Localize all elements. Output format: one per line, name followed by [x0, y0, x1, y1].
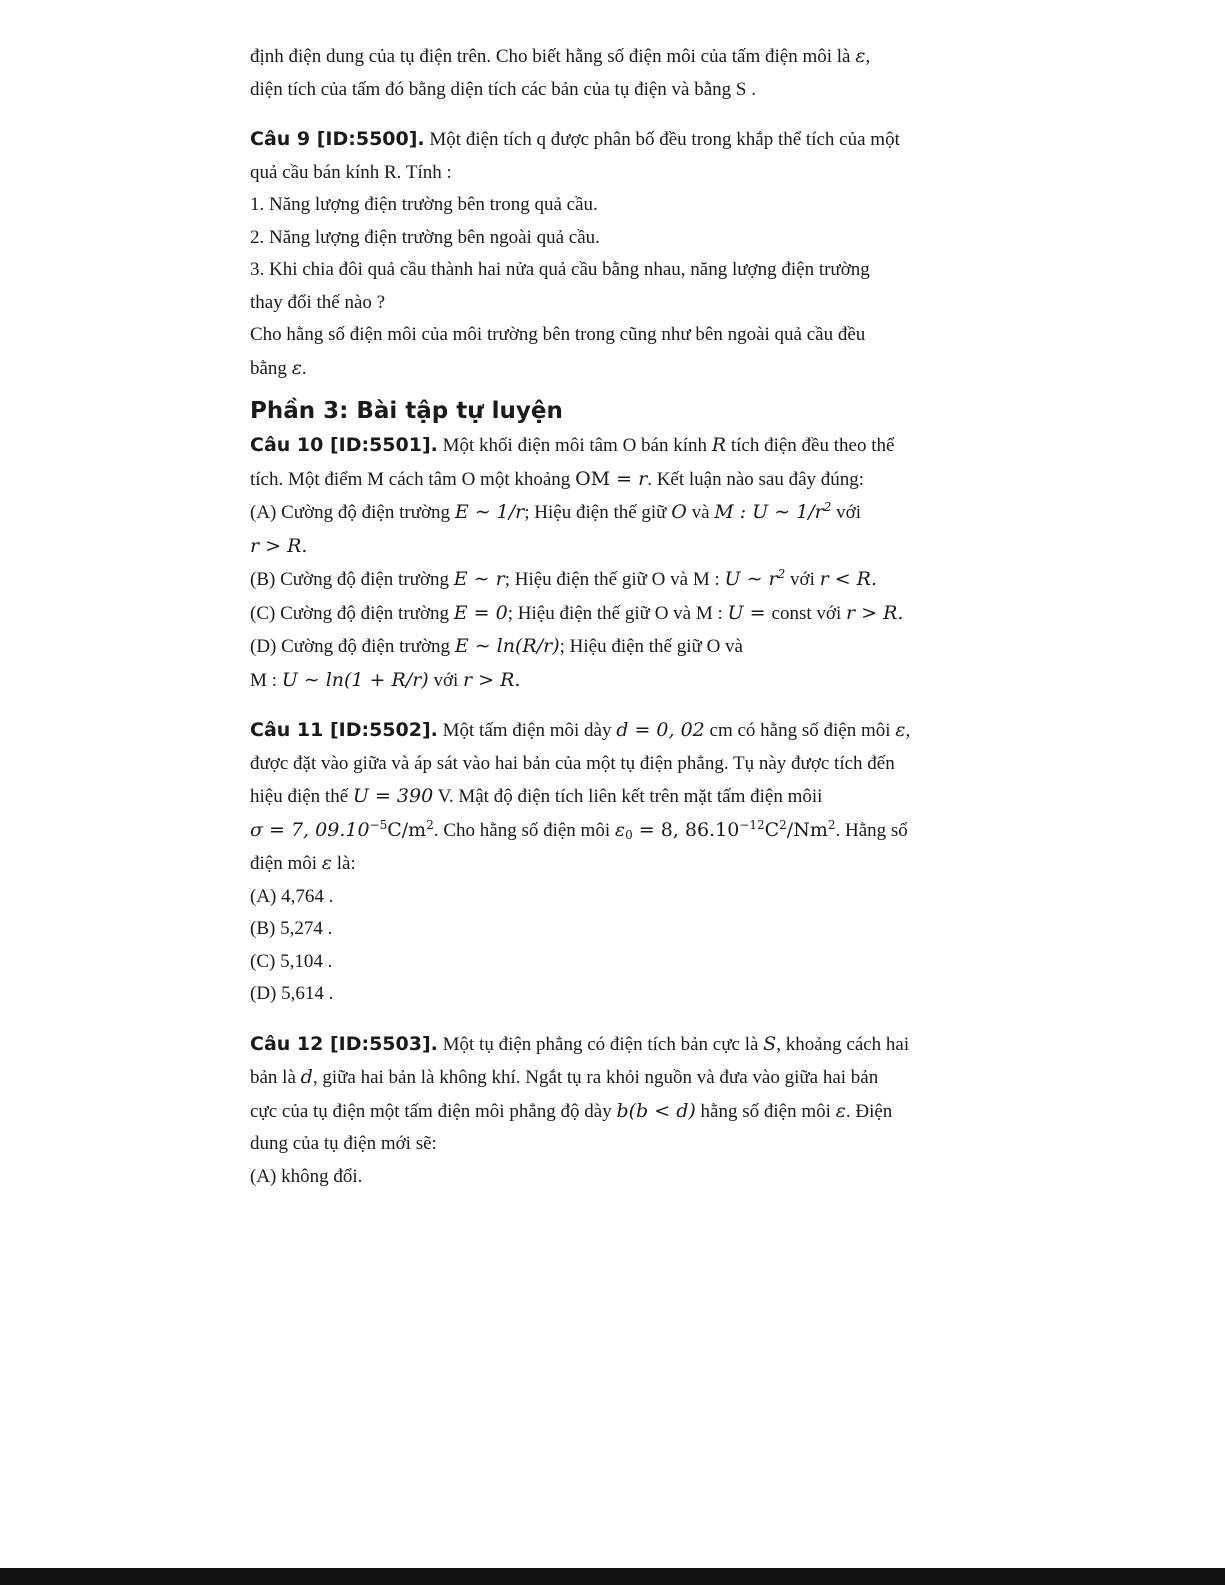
text: , giữa hai bản là không khí. Ngắt tụ ra khỏi nguồn và đưa vào giữa hai bản	[312, 1067, 879, 1088]
q10-line-2	[250, 463, 970, 497]
q11-option-b: (B) 5,274 .	[250, 918, 333, 939]
unit: C/m	[387, 818, 427, 841]
text: và	[686, 502, 715, 523]
q12-line-2	[250, 1061, 970, 1095]
text: . Kết luận nào sau đây đúng:	[647, 468, 865, 490]
math-epsilon: ε	[895, 719, 906, 741]
q9-item-3b: thay đổi thế nào ?	[250, 291, 386, 313]
q11-option-d: (D) 5,614 .	[250, 983, 334, 1004]
q10-option-d-cont	[250, 664, 970, 698]
q10-option-a	[250, 496, 970, 530]
text: , khoảng cách hai	[776, 1033, 910, 1055]
subscript: 0	[625, 827, 633, 842]
text: hằng số điện môi	[695, 1100, 836, 1122]
math: = 8, 86.10	[632, 818, 740, 841]
math-S: S	[763, 1032, 777, 1055]
text: const với	[771, 602, 846, 624]
superscript: 2	[827, 817, 836, 832]
math-r: r	[638, 467, 648, 490]
math: E ∼ r	[453, 568, 505, 590]
superscript: 2	[777, 567, 786, 581]
q10-option-c	[250, 597, 970, 631]
math: M : U ∼ 1/r	[714, 501, 824, 523]
question-heading: Câu 9 [ID:5500].	[250, 128, 425, 150]
math: U =	[727, 601, 772, 624]
q9-item-1: 1. Năng lượng điện trường bên trong quả cầu.	[250, 194, 598, 215]
superscript: 2	[426, 817, 434, 832]
math: O	[671, 501, 687, 523]
math: r > R.	[250, 534, 308, 557]
text: M :	[250, 669, 282, 691]
q11-line-3	[250, 780, 970, 814]
document-page	[250, 40, 970, 1193]
text: (C) Cường độ điện trường	[250, 602, 454, 624]
q12-line-1	[250, 1028, 970, 1062]
q10-line-1	[250, 429, 970, 463]
math: E ∼ ln(R/r)	[454, 635, 560, 657]
text: (B) Cường độ điện trường	[250, 569, 454, 590]
q11-option-a: (A) 4,764 .	[250, 885, 334, 907]
q12-line-3	[250, 1095, 970, 1129]
superscript: −5	[369, 817, 388, 832]
q10-option-a-cont	[250, 530, 970, 564]
math: d = 0, 02	[616, 719, 705, 741]
q9-item-3a: 3. Khi chia đôi quả cầu thành hai nửa quả cầu bằng nhau, năng lượng điện trường	[250, 259, 870, 280]
q11-line-1: Câu 11 [ID:5502]. Một tấm điện môi dày d = 0, 02 cm có hằng số điện môi ε,	[250, 719, 911, 741]
text: với	[831, 502, 861, 523]
q9-item-2: 2. Năng lượng điện trường bên ngoài quả cầu.	[250, 226, 600, 248]
q12-option-a: (A) không đổi.	[250, 1165, 363, 1187]
q12-line-4: dung của tụ điện mới sẽ:	[250, 1133, 437, 1154]
text: Một điện tích q được phân bố đều trong khắp thể tích của một	[424, 129, 900, 150]
spacer	[250, 697, 970, 714]
q11-line-4	[250, 814, 970, 848]
intro-line-2: diện tích của tấm đó bằng diện tích các bản của tụ điện và bằng S .	[250, 78, 756, 100]
text: Một tấm điện môi dày	[437, 720, 617, 741]
text: . Hằng số	[835, 819, 908, 841]
math-epsilon: ε	[614, 818, 626, 841]
text: ; Hiệu điện thế giữ O và	[559, 636, 743, 657]
text: điện môi	[250, 853, 322, 874]
text: bản là	[250, 1067, 301, 1088]
math: U = 390	[352, 785, 434, 807]
q11-line-5	[250, 847, 970, 881]
q10-option-b	[250, 563, 970, 597]
text: Một khối điện môi tâm O bán kính	[437, 435, 712, 456]
math: E = 0	[453, 601, 508, 624]
math: σ = 7, 09.10	[250, 818, 370, 841]
text: (D) Cường độ điện trường	[250, 636, 455, 657]
text: hiệu điện thế	[250, 786, 353, 807]
math-epsilon: ε	[291, 356, 302, 379]
text: là:	[331, 853, 356, 874]
text: . Cho hằng số điện môi	[433, 819, 615, 841]
text: cực của tụ điện một tấm điện môi phẳng độ dày	[250, 1100, 617, 1122]
math: E ∼ 1/r	[454, 501, 525, 523]
text: cm có hằng số điện môi	[704, 720, 896, 741]
q9-line-2: quả cầu bán kính R. Tính :	[250, 161, 452, 183]
math: r > R.	[463, 668, 521, 691]
spacer	[250, 1011, 970, 1028]
intro-line-1: định điện dung của tụ điện trên. Cho biết hằng số điện môi của tấm điện môi là ε,	[250, 45, 871, 67]
spacer	[250, 385, 970, 393]
superscript: 2	[823, 500, 832, 514]
spacer	[250, 106, 970, 123]
text: định điện dung của tụ điện trên. Cho biết hằng số điện môi của tấm điện môi là	[250, 46, 851, 67]
superscript: −12	[739, 817, 765, 832]
math: r < R.	[819, 568, 878, 590]
q11-line-2: được đặt vào giữa và áp sát vào hai bản của một tụ điện phẳng. Tụ này được tích đến	[250, 752, 895, 774]
math: r > R.	[845, 601, 904, 624]
q9-line-1	[250, 123, 970, 157]
unit: C	[764, 818, 780, 841]
q10-option-d	[250, 630, 970, 664]
text: với	[428, 669, 464, 691]
text: V. Mật độ điện tích liên kết trên mặt tấm điện môii	[433, 786, 823, 807]
text: ; Hiệu điện thế giữ O và M :	[504, 569, 725, 590]
math: b(b < d)	[616, 1099, 696, 1122]
text: với	[785, 569, 820, 590]
text: Một tụ điện phẳng có điện tích bản cực là	[437, 1033, 764, 1055]
superscript: 2	[779, 817, 787, 832]
math-R: R	[711, 434, 727, 456]
section-title: Phần 3: Bài tập tự luyện	[250, 398, 563, 424]
math-epsilon: ε	[855, 45, 866, 67]
unit: /Nm	[786, 818, 828, 841]
question-heading: Câu 10 [ID:5501].	[250, 434, 438, 456]
text: ; Hiệu điện thế giữ O và M :	[507, 602, 728, 624]
question-heading: Câu 12 [ID:5503].	[250, 1032, 438, 1055]
q9-note-2: bằng ε.	[250, 356, 307, 379]
text: . Điện	[845, 1100, 893, 1122]
math-epsilon: ε	[321, 852, 332, 874]
question-heading: Câu 11 [ID:5502].	[250, 719, 438, 741]
text: tích điện đều theo thể	[726, 435, 895, 456]
math-OM: OM =	[575, 467, 639, 490]
math: U ∼ ln(1 + R/r)	[281, 668, 429, 691]
text: ; Hiệu điện thế giữ	[524, 502, 672, 523]
text: (A) Cường độ điện trường	[250, 502, 455, 523]
text: tích. Một điểm M cách tâm O một khoảng	[250, 468, 576, 490]
page-bottom-border	[0, 1568, 1225, 1585]
math-epsilon: ε	[835, 1099, 846, 1122]
q9-note-1: Cho hằng số điện môi của môi trường bên trong cũng như bên ngoài quả cầu đều	[250, 324, 866, 345]
text: bằng	[250, 357, 287, 379]
math-d: d	[300, 1066, 313, 1088]
math: U ∼ r	[724, 568, 778, 590]
q11-option-c: (C) 5,104 .	[250, 950, 333, 972]
